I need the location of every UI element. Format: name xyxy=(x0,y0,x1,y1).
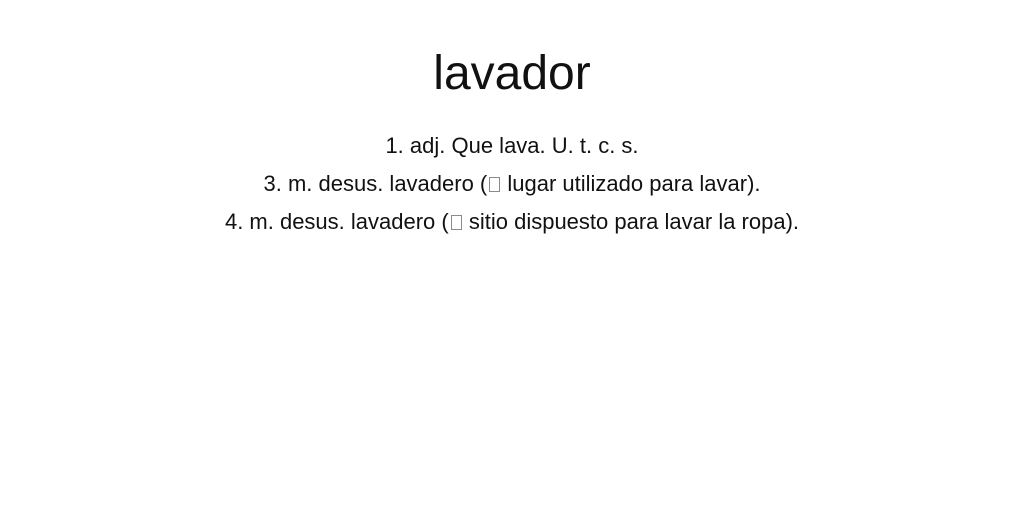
definition-4-after: sitio dispuesto para lavar la ropa). xyxy=(462,209,800,234)
definition-1-text: 1. adj. Que lava. U. t. c. s. xyxy=(385,133,639,158)
headword: lavador xyxy=(433,47,591,100)
definition-4 xyxy=(0,203,1024,241)
definition-list xyxy=(0,127,1024,241)
definition-4-before: 4. m. desus. lavadero ( xyxy=(224,209,449,234)
definition-1 xyxy=(0,127,1024,165)
missing-glyph-icon xyxy=(451,215,462,230)
definition-3-after: lugar utilizado para lavar). xyxy=(501,171,761,196)
definition-3 xyxy=(0,165,1024,203)
missing-glyph-icon xyxy=(489,177,500,192)
definition-3-before: 3. m. desus. lavadero ( xyxy=(263,171,488,196)
